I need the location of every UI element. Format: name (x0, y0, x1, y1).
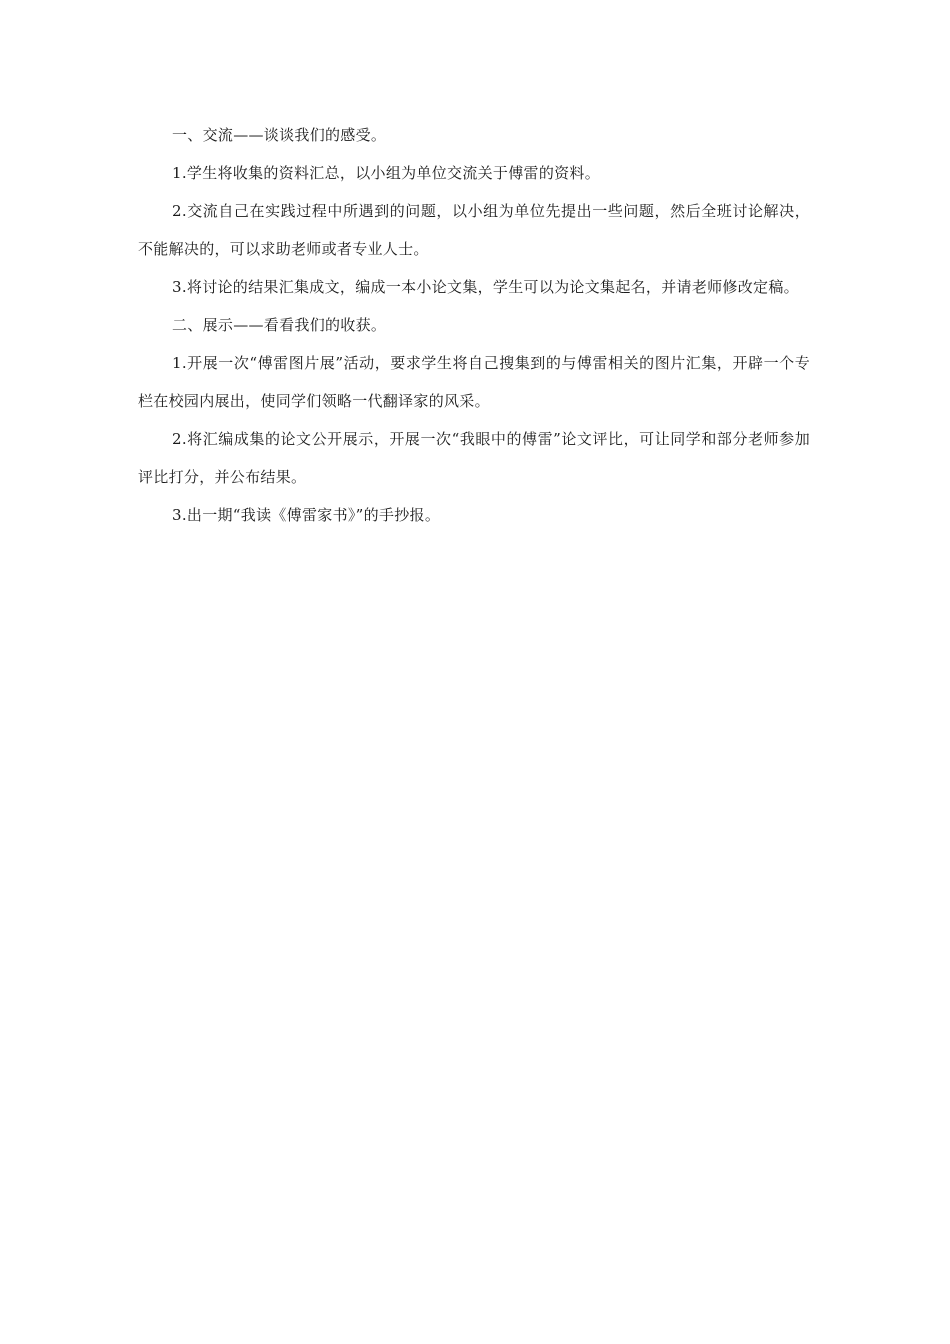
list-item: 3.将讨论的结果汇集成文，编成一本小论文集，学生可以为论文集起名，并请老师修改定稿。 (172, 278, 799, 296)
document-body (138, 116, 810, 534)
list-item: 2.交流自己在实践过程中所遇到的问题，以小组为单位先提出一些问题，然后全班讨论解决，不能解决的，可以求助老师或者专业人士。 (138, 202, 810, 258)
list-item: 1.学生将收集的资料汇总，以小组为单位交流关于傅雷的资料。 (172, 164, 601, 182)
list-item: 2.将汇编成集的论文公开展示，开展一次“我眼中的傅雷”论文评比，可让同学和部分老师参加评比打分，并公布结果。 (138, 430, 810, 486)
list-item: 1.开展一次“傅雷图片展”活动，要求学生将自己搜集到的与傅雷相关的图片汇集，开辟一个专栏在校园内展出，使同学们领略一代翻译家的风采。 (138, 354, 810, 410)
section-heading-exchange: 一、交流——谈谈我们的感受。 (172, 126, 387, 144)
section-heading-showcase: 二、展示——看看我们的收获。 (172, 316, 387, 334)
list-item: 3.出一期“我读《傅雷家书》”的手抄报。 (172, 506, 441, 524)
